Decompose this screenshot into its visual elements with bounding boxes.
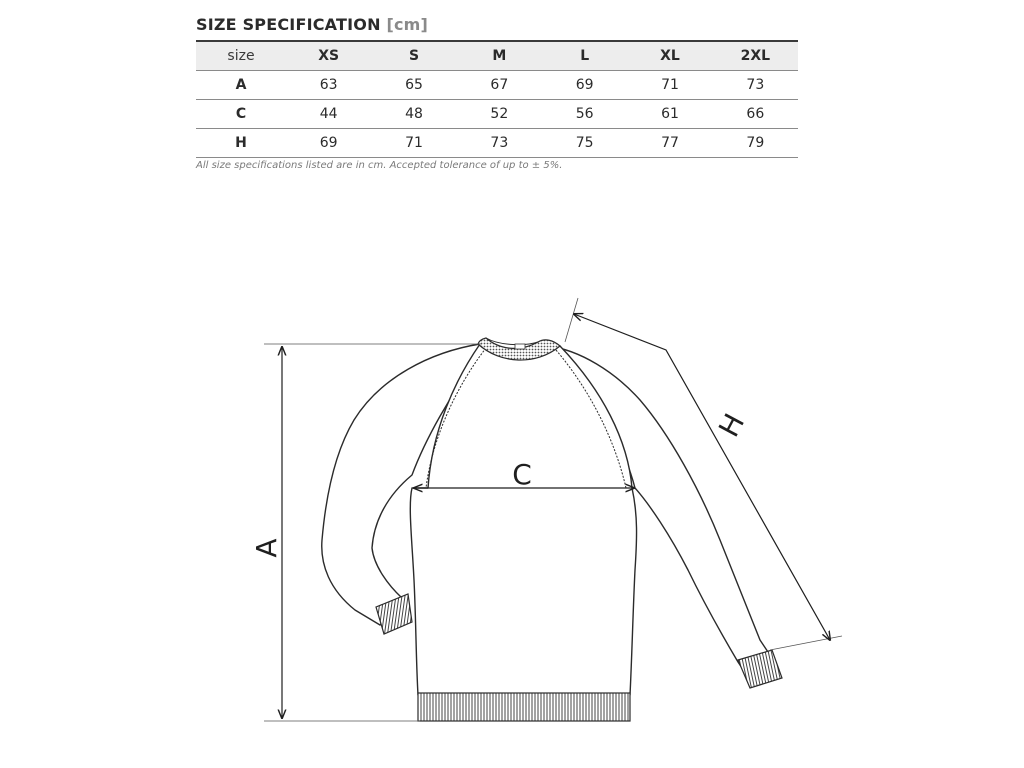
table-cell: 56	[575, 106, 594, 122]
size-header-cell: 2XL	[740, 48, 771, 64]
table-cell: 69	[575, 77, 594, 93]
table-cell: 48	[405, 106, 423, 122]
spec-unit: [cm]	[386, 15, 429, 34]
table-cell: 71	[661, 77, 679, 93]
size-header-label: size	[227, 48, 255, 64]
row-label: A	[235, 77, 247, 93]
size-header-cell: XL	[660, 48, 680, 64]
table-cell: 67	[490, 77, 509, 93]
table-cell: 61	[661, 106, 679, 122]
size-header-cell: L	[580, 48, 590, 64]
row-label: H	[235, 135, 247, 151]
table-cell: 73	[490, 135, 509, 151]
table-cell: 44	[319, 106, 338, 122]
row-label: C	[235, 106, 247, 122]
h-guide-top	[565, 298, 578, 342]
table-cell: 66	[746, 106, 765, 122]
table-cell: 77	[661, 135, 679, 151]
neck-label	[515, 344, 525, 349]
label-c: C	[512, 458, 532, 491]
label-h: H	[712, 408, 752, 443]
table-cell: 65	[405, 77, 423, 93]
size-header-cell: M	[492, 48, 507, 64]
hem-rib	[418, 693, 630, 721]
table-cell: 52	[490, 106, 509, 122]
table-cell: 79	[746, 135, 765, 151]
table-cell: 75	[575, 135, 594, 151]
table-cell: 63	[319, 77, 338, 93]
size-header-cell: XS	[318, 48, 340, 64]
h-guide-bottom	[770, 636, 842, 650]
label-a: A	[250, 538, 283, 558]
size-header-cell: S	[408, 48, 420, 64]
table-cell: 73	[746, 77, 765, 93]
table-cell: 71	[405, 135, 423, 151]
table-cell: 69	[319, 135, 338, 151]
tolerance-note: All size specifications listed are in cm. Accepted tolerance of up to ± 5%.	[196, 160, 563, 171]
spec-title-text: SIZE SPECIFICATION	[196, 15, 381, 34]
